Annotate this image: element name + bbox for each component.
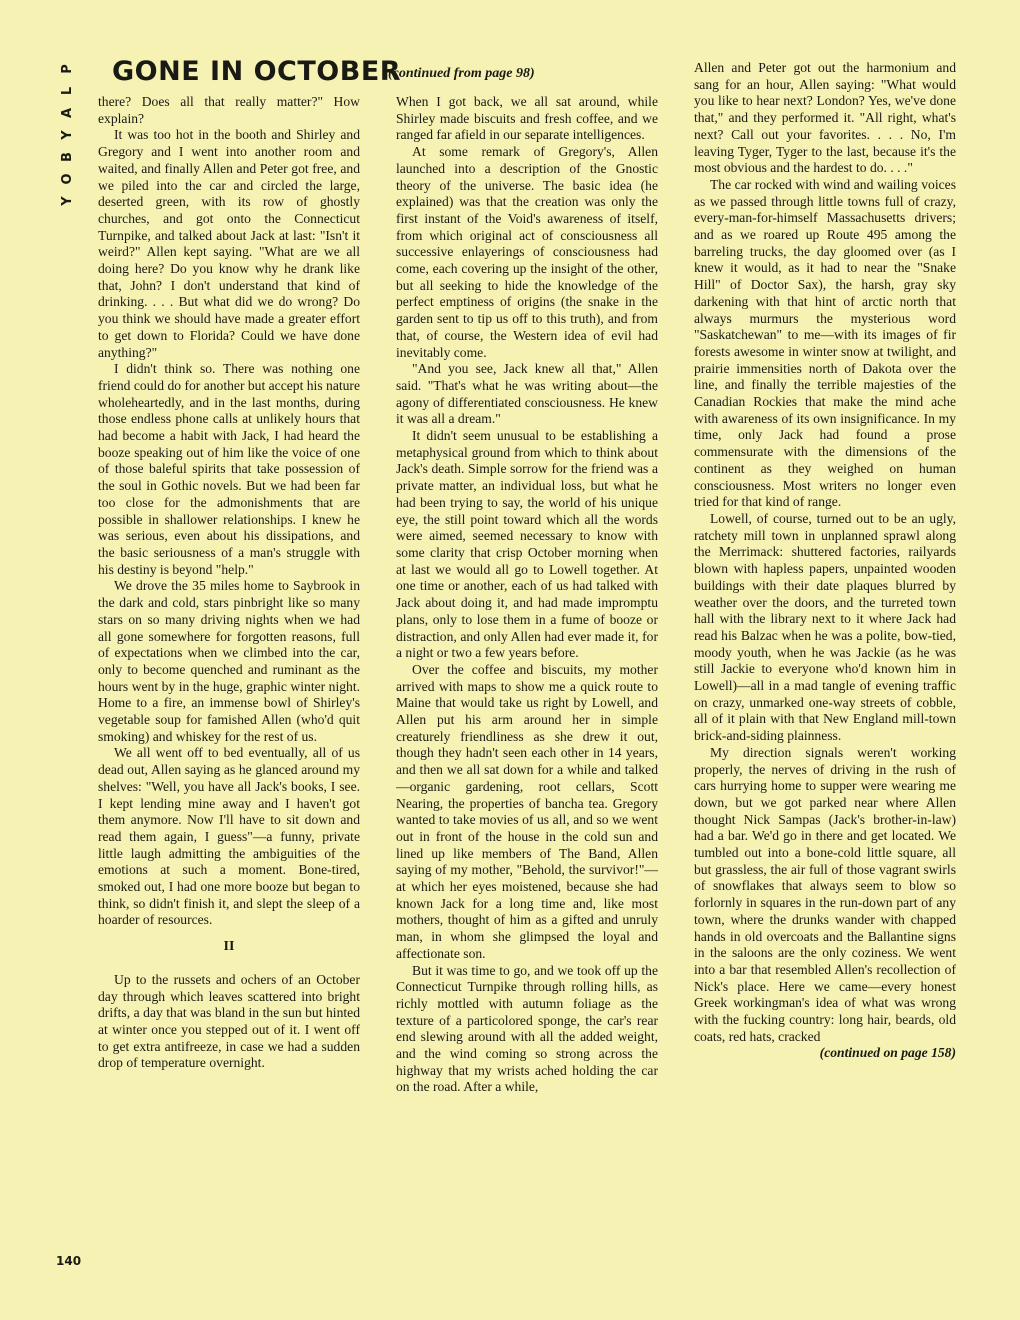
paragraph: We drove the 35 miles home to Saybrook in the dark and cold, stars pinbright like so many stars on so many driving nights when we had all gone somewhere for forgotten reasons, full of expectations when we climbed into the car, only to become quenched and ruminant as the hours went by in the huge, graphic winter night. Home to a fire, an immense bowl of Shirley's vegetable soup for famished Allen (who'd quit smoking) and whiskey for the rest of us. [98,578,360,744]
paragraph: "And you see, Jack knew all that," Allen said. "That's what he was writing about—the agony of differentiated consciousness. He knew it was all a dream." [396,361,658,427]
sidebar-letter: L [60,86,75,96]
paragraph: We all went off to bed eventually, all of us dead out, Allen saying as he glanced around my shelves: "Well, you have all Jack's books, I see. I kept lending mine away and I haven't got them anymore. Now I'll have to sit down and read them again, I guess"—a funny, private little laugh admitting the ambiguities of the emotions at such a moment. Bone-tired, smoked out, I had one more booze but began to think, so didn't finish it, and slept the sleep of a hoarder of resources. [98,745,360,928]
column-1 [98,94,360,1072]
paragraph: My direction signals weren't working properly, the nerves of driving in the rush of cars hurrying home to supper were wearing me down, but we got parked near where Allen thought Nick Sampas (Jack's brother-in-law) had a bar. We'd go in there and get located. We tumbled out into a bone-cold little square, all but grassless, the air full of those vagrant swirls of snowflakes that always seem to blow so forlornly in squares in the run-down part of any town, where the drunks wander with chapped hands in old overcoats and the Ballantine signs in the saloons are the only coziness. We went into a bar that resembled Allen's recollection of Nick's place. Here we came—every honest Greek workingman's idea of what was wrong with the fucking country: long hair, beards, old coats, red hats, cracked [694,744,956,1044]
paragraph: It was too hot in the booth and Shirley and Gregory and I went into another room and waited, and finally Allen and Peter got free, and we piled into the car and circled the large, deserted green, with its row of ghostly churches, and got onto the Connecticut Turnpike, and talked about Jack at last: "Isn't it weird?" Allen kept saying. "What are we all doing here? Do you know why he drank like that, John? I don't understand that kind of drinking. . . . But what did we do wrong? Do you think we should have made a greater effort to get down to Florida? Could we have done anything?" [98,127,360,360]
column-2 [396,94,658,1096]
column-3 [694,60,956,1062]
continued-from-note: (continued from page 98) [388,66,535,81]
paragraph: I didn't think so. There was nothing one friend could do for another but accept his nature wholeheartedly, and in the last months, during those endless phone calls at unlikely hours that had become a habit with Jack, I had heard the booze speaking out of him like the voice of one of those baleful spirits that take possession of the soul in Gothic novels. But we had been far too close for the admonishments that are possible in shallower relationships. I knew he was serious, even about his dissipations, and the basic seriousness of a man's struggle with his destiny is beyond "help." [98,361,360,577]
section-number: II [223,939,235,955]
sidebar-letter: P [60,64,75,74]
paragraph: Up to the russets and ochers of an October day through which leaves scattered into bright drifts, a day that was bland in the sun but hinted at winter once you stepped out of it. I went off to get extra antifreeze, in case we had a sudden drop of temperature overnight. [98,971,360,1071]
continued-on-note: (continued on page 158) [819,1045,956,1061]
paragraph: When I got back, we all sat around, while Shirley made biscuits and fresh coffee, and we ranged far afield in our separate intelligences. [396,94,658,143]
paragraph: But it was time to go, and we took off up the Connecticut Turnpike through rolling hills, as richly mottled with autumn foliage as the texture of a particolored sponge, the car's rear end slewing around with all the added weight, and the wind coming so strong across the highway that my wrists ached holding the car on the road. After a while, [396,962,658,1095]
paragraph: Over the coffee and biscuits, my mother arrived with maps to show me a quick route to Maine that would take us right by Lowell, and Allen put his arm around her in simple creaturely friendliness as she drew it out, though they hadn't seen each other in 14 years, and then we all sat down for a while and talked—organic gardening, root cellars, Scott Nearing, the properties of bancha tea. Gregory wanted to take movies of us all, and so we went out in front of the house in the cold sun and lined up like members of The Band, Allen saying of my mother, "Behold, the survivor!"—at which her eyes moistened, because she had known Jack for a long time and, like most mothers, thought of him as a gifted and unruly man, in whom she glimpsed the loyal and affectionate son. [396,661,658,961]
paragraph: The car rocked with wind and wailing voices as we passed through little towns full of crazy, every-man-for-himself Massachusetts drivers; and as we roared up Route 495 among the barreling trucks, the day gloomed over (as I knew it would, as it had to near the "Snake Hill" of Doctor Sax), the harsh, gray sky darkening with that hint of arctic north that always murmurs the mysterious word "Saskatchewan" to me—with its images of fir forests awesome in winter snow at twilight, and prairie immensities north of Dakota over the line, and finally the terrible majesties of the Canadian Rockies that make the mind ache with awareness of its own insignificance. In my time, only Jack had found a prose commensurate with the dimensions of the continent as they weighed on human consciousness. Most writers no longer even tried for that kind of range. [694,176,956,510]
sidebar-letter: Y [60,196,75,206]
sidebar-letter: A [60,107,75,119]
paragraph: Allen and Peter got out the harmonium and sang for an hour, Allen saying: "What would you like to hear next? London? Yes, we've done that," and they performed it. "All right, what's next? Call out your favorites. . . . No, I'm leaving Tyger, Tyger to the last, because it's the most obvious and the hardest to do. . . ." [694,60,956,176]
paragraph: It didn't seem unusual to be establishing a metaphysical ground from which to think about Jack's death. Simple sorrow for the friend was a private matter, an individual loss, but what he had been trying to say, the world of his unique eye, the still point toward which all the words were aimed, seemed necessary to know with some clarity that crisp October morning when at last we would all go to Lowell together. At one time or another, each of us had talked with Jack about doing it, and had made impromptu plans, only to lose them in a fume of booze or distraction, and only Allen had ever made it, for a night or two a few years before. [396,428,658,661]
paragraph: there? Does all that really matter?" How explain? [98,94,360,126]
article-title: GONE IN OCTOBER [112,56,402,87]
page-number: 140 [56,1254,82,1268]
paragraph: At some remark of Gregory's, Allen launched into a description of the Gnostic theory of the universe. The basic idea (he explained) was that the creation was only the first instant of the Void's awareness of itself, from which original act of consciousness all successive enlayerings of consciousness had come, each covering up the insight of the other, but all seeking to hide the knowledge of the perfect emptiness of origins (the snake in the garden sent to tip us off to this truth), and from that, of course, the Western idea of evil had inevitably come. [396,144,658,360]
sidebar-letter: B [60,152,75,162]
sidebar-letter: Y [60,130,75,140]
sidebar-letter: O [60,173,75,185]
paragraph: Lowell, of course, turned out to be an ugly, ratchety mill town in unplanned sprawl along the Merrimack: shuttered factories, railyards blown with hapless papers, unpainted wooden buildings with their date plaques blurred by weather over the doors, and the turreted town hall with the library next to it where Jack had read his Balzac when he was a polite, bow-tied, moody youth, when he was Jackie (as he was still Jackie to everyone who'd known him in Lowell)—all in a mad tangle of evening traffic on crazy, unmarked one-way streets of cobble, all of it plain with that New England mill-town brick-and-siding plainness. [694,510,956,744]
magazine-name-vertical [56,58,80,212]
